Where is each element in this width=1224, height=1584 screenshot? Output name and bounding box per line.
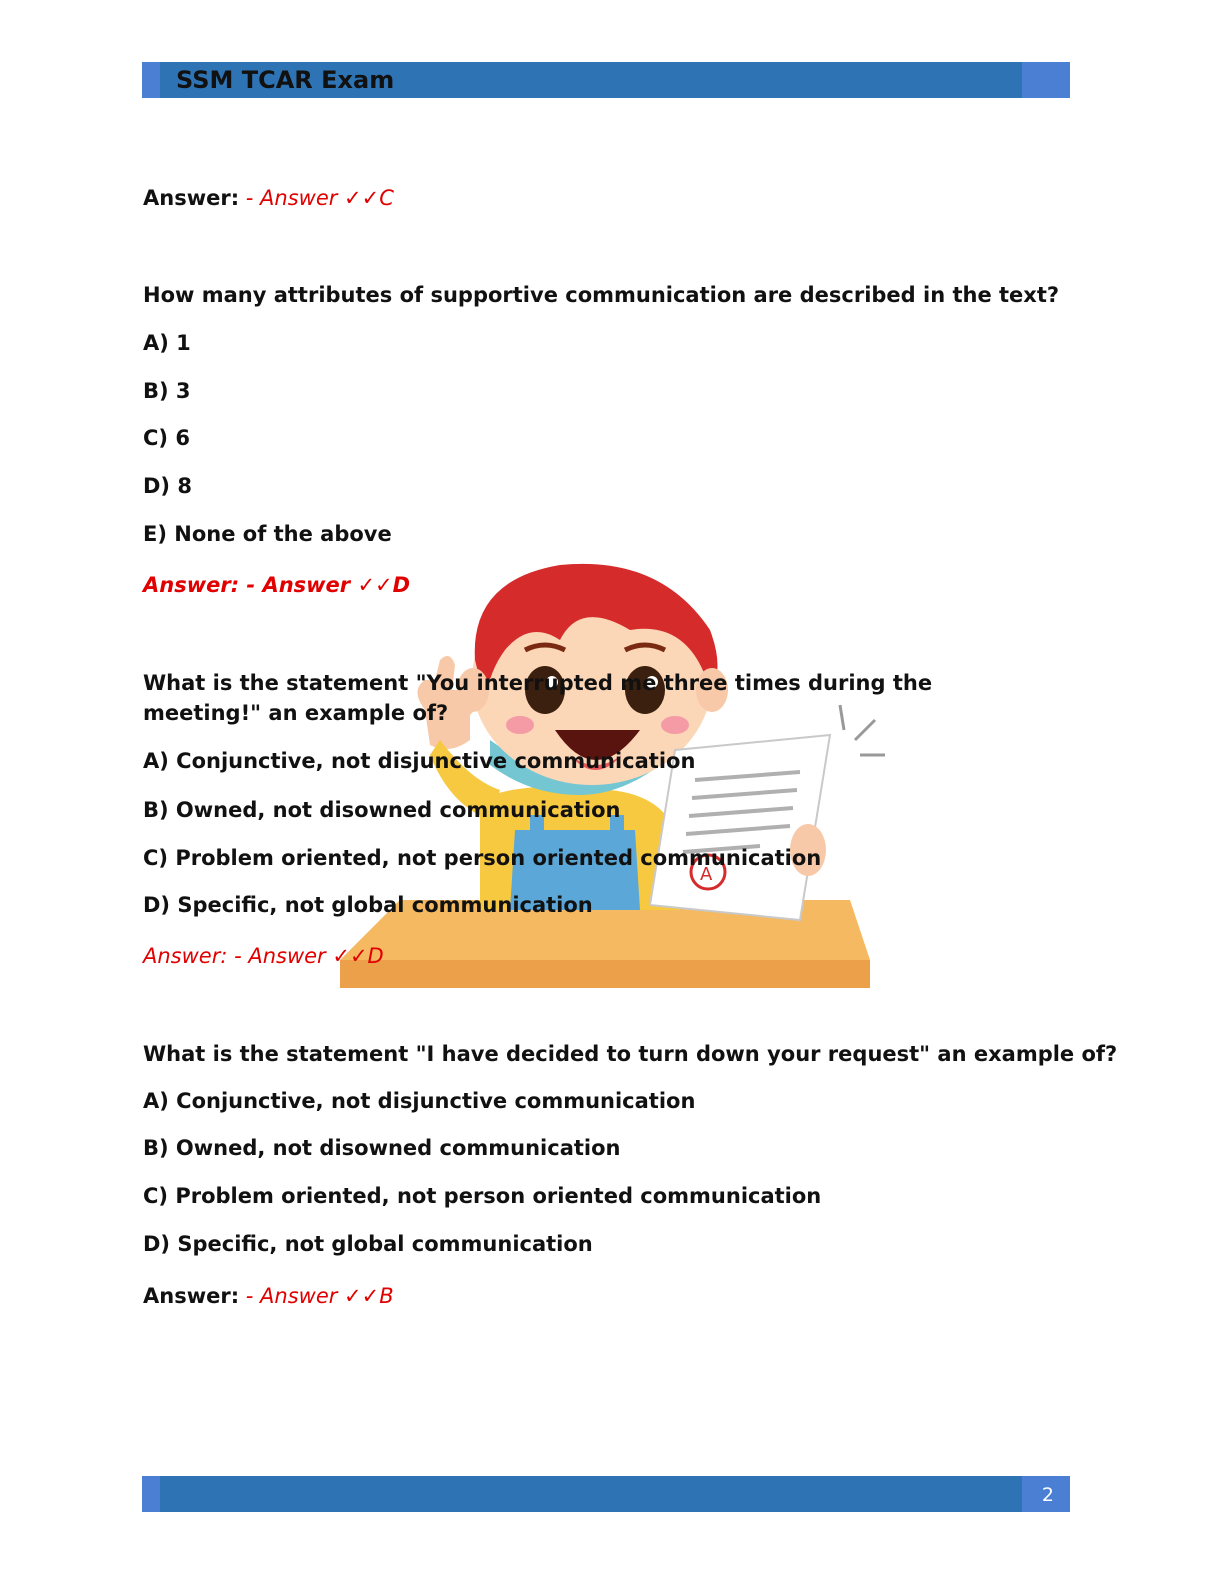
question-1-option-a: A) 1 bbox=[143, 331, 191, 355]
svg-text:A: A bbox=[700, 864, 713, 885]
answer-value: - Answer ✓✓B bbox=[239, 1284, 394, 1308]
question-3-option-c: C) Problem oriented, not person oriented communication bbox=[143, 1184, 822, 1208]
question-3-text: What is the statement "I have decided to turn down your request" an example of? bbox=[143, 1042, 1118, 1066]
footer-cap-left bbox=[142, 1476, 160, 1512]
question-3-option-a: A) Conjunctive, not disjunctive communication bbox=[143, 1089, 696, 1113]
question-1-option-d: D) 8 bbox=[143, 474, 192, 498]
question-1-option-e: E) None of the above bbox=[143, 522, 392, 546]
answer-value: - Answer ✓✓C bbox=[239, 186, 394, 210]
answer-label: Answer: bbox=[143, 186, 240, 210]
answer-label: Answer: bbox=[143, 1284, 240, 1308]
header-cap-left bbox=[142, 62, 160, 98]
question-2-answer: Answer: - Answer ✓✓D bbox=[143, 944, 384, 968]
question-1-option-c: C) 6 bbox=[143, 426, 190, 450]
question-1-text: How many attributes of supportive communication are described in the text? bbox=[143, 283, 1060, 307]
page-number: 2 bbox=[1041, 1484, 1054, 1506]
question-3-option-d: D) Specific, not global communication bbox=[143, 1232, 593, 1256]
header-title: SSM TCAR Exam bbox=[176, 66, 395, 94]
question-2-text: What is the statement "You interrupted me three times during the meeting!" an example of? bbox=[143, 671, 933, 725]
question-1-option-b: B) 3 bbox=[143, 379, 191, 403]
header-bar bbox=[142, 62, 1070, 98]
question-3-option-b: B) Owned, not disowned communication bbox=[143, 1136, 621, 1160]
question-2-option-d: D) Specific, not global communication bbox=[143, 893, 593, 917]
top-answer-line bbox=[143, 183, 394, 213]
question-2-option-b: B) Owned, not disowned communication bbox=[143, 798, 621, 822]
question-2-option-a: A) Conjunctive, not disjunctive communication bbox=[143, 749, 696, 773]
question-3-answer-line bbox=[143, 1281, 394, 1311]
header-cap-right bbox=[1022, 62, 1070, 98]
question-1-answer: Answer: - Answer ✓✓D bbox=[143, 573, 411, 597]
footer-bar bbox=[142, 1476, 1070, 1512]
question-2-option-c: C) Problem oriented, not person oriented communication bbox=[143, 846, 822, 870]
